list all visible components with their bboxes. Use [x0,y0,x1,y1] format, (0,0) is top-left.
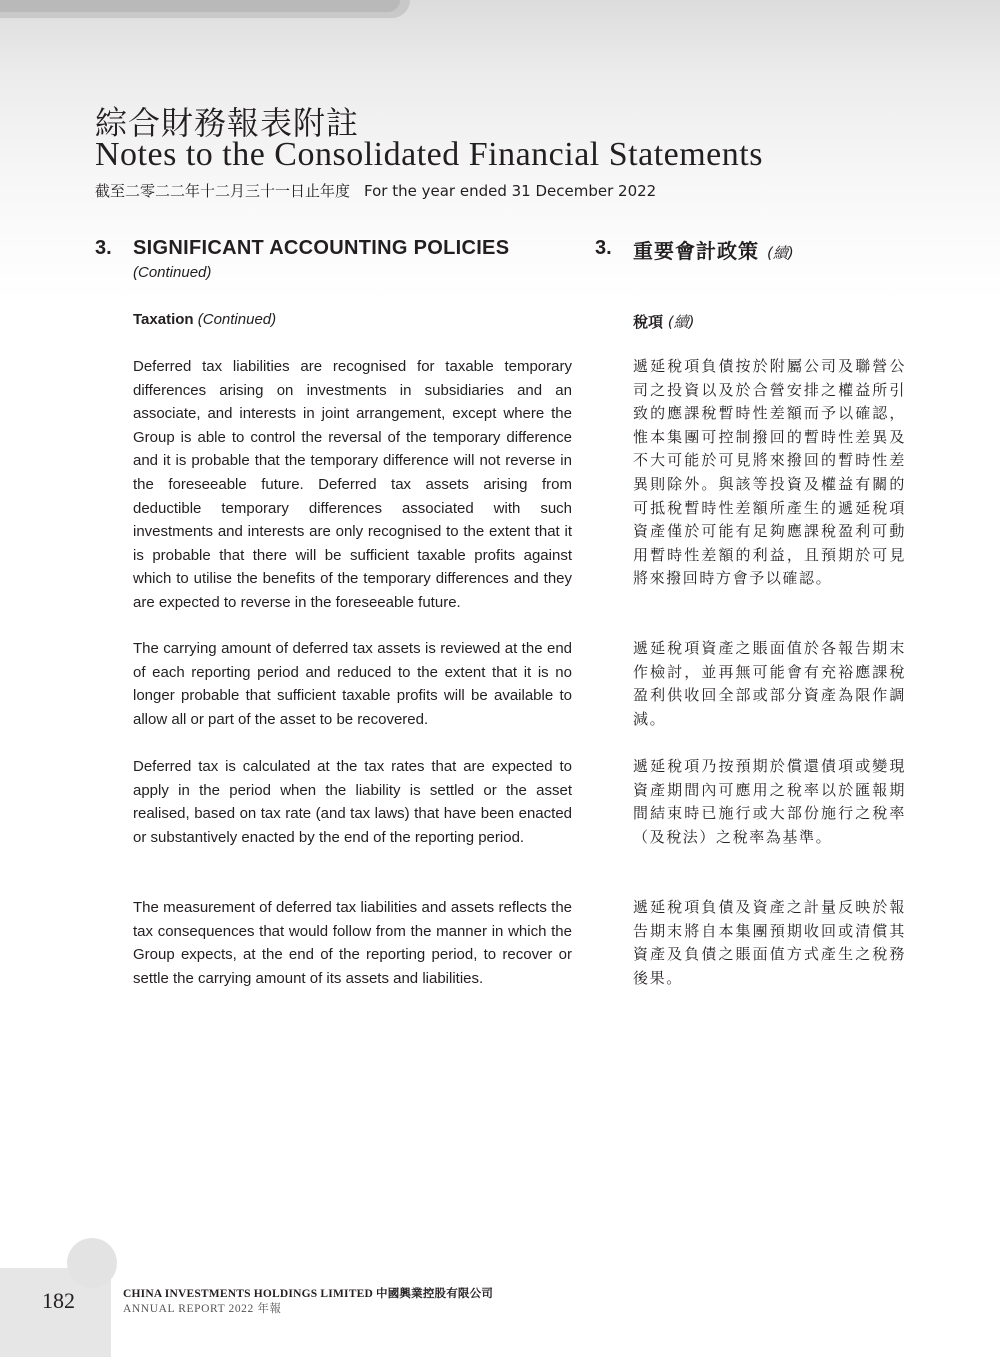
section-title-english: SIGNIFICANT ACCOUNTING POLICIES [133,237,510,259]
section-title-chinese-text: 重要會計政策 [633,239,759,263]
subheading-chinese-text: 稅項 [633,313,664,331]
subtitle-english: For the year ended 31 December 2022 [364,182,657,200]
subheading-english [133,311,276,328]
subheading-english-continued: (Continued) [197,311,277,328]
paragraph-chinese-4: 遞延稅項負債及資產之計量反映於報告期末將自本集團預期收回或清償其資產及負債之賬面值方式產生之稅務後果。 [633,898,906,987]
section-continued-english: (Continued) [133,264,212,281]
footer-report-label: ANNUAL REPORT 2022 年報 [123,1303,282,1315]
paragraph-english-4: The measurement of deferred tax liabilities and assets reflects the tax consequences that would follow from the manner in which the Group expects, at the end of the reporting period, to recover or settle the carrying amount of its assets and liabilities. [133,899,572,987]
paragraph-english-2: The carrying amount of deferred tax assets is reviewed at the end of each reporting period and reduced to the extent that it is no longer probable that sufficient taxable profits will be available to allow all or part of the asset to be recovered. [133,640,572,728]
paragraph-chinese-1: 遞延稅項負債按於附屬公司及聯營公司之投資以及於合營安排之權益所引致的應課稅暫時性差額而予以確認，惟本集團可控制撥回的暫時性差異及不大可能於可見將來撥回的暫時性差異則除外。與該等投資及權益有關的可抵稅暫時性差額所產生的遞延稅項資產僅於可能有足夠應課稅盈利可動用暫時性差額的利益，且預期於可見將來撥回時方會予以確認。 [633,357,906,588]
footer-decorative-circle [67,1238,117,1288]
page-subtitle [95,180,656,201]
paragraph-english-1: Deferred tax liabilities are recognised for taxable temporary differences arising on investments in subsidiaries and an associate, and interests in joint arrangement, except where the Group is able to control the reversal of the temporary difference and it is probable that the temporary difference will not reverse in the foreseeable future. Deferred tax assets arising from deductible temporary differences associated with such investments and interests are only recognised to the extent that it is probable that there will be sufficient taxable profits against which to utilise the benefits of the temporary differences and they are expected to reverse in the foreseeable future. [133,358,572,611]
paragraph-chinese-2: 遞延稅項資產之賬面值於各報告期末作檢討，並再無可能會有充裕應課稅盈利供收回全部或部分資產為限作調減。 [633,639,906,728]
paragraph-english-3: Deferred tax is calculated at the tax rates that are expected to apply in the period when the liability is settled or the asset realised, based on tax rate (and tax laws) that have been enacted or substantively enacted by the end of the reporting period. [133,758,572,846]
subheading-chinese-continued: (續) [667,313,695,331]
section-continued-chinese: (續) [766,244,794,262]
page-title-chinese: 綜合財務報表附註 [95,104,360,142]
subtitle-chinese: 截至二零二二年十二月三十一日止年度 [95,182,351,200]
footer-company-name: CHINA INVESTMENTS HOLDINGS LIMITED 中國興業控股有限公司 [123,1288,494,1300]
subheading-chinese [633,311,695,332]
page-title-english: Notes to the Consolidated Financial Statements [95,136,763,173]
paragraph-chinese-3: 遞延稅項乃按預期於償還債項或變現資產期間內可應用之稅率以於匯報期間結束時已施行或大部份施行之稅率（及稅法）之稅率為基準。 [633,757,906,846]
header-corner-shape-inner [0,0,400,12]
section-title-chinese [633,235,794,264]
section-number-english: 3. [95,237,112,259]
subheading-english-text: Taxation [133,311,194,328]
section-number-chinese: 3. [595,237,612,259]
page-number: 182 [42,1288,75,1313]
